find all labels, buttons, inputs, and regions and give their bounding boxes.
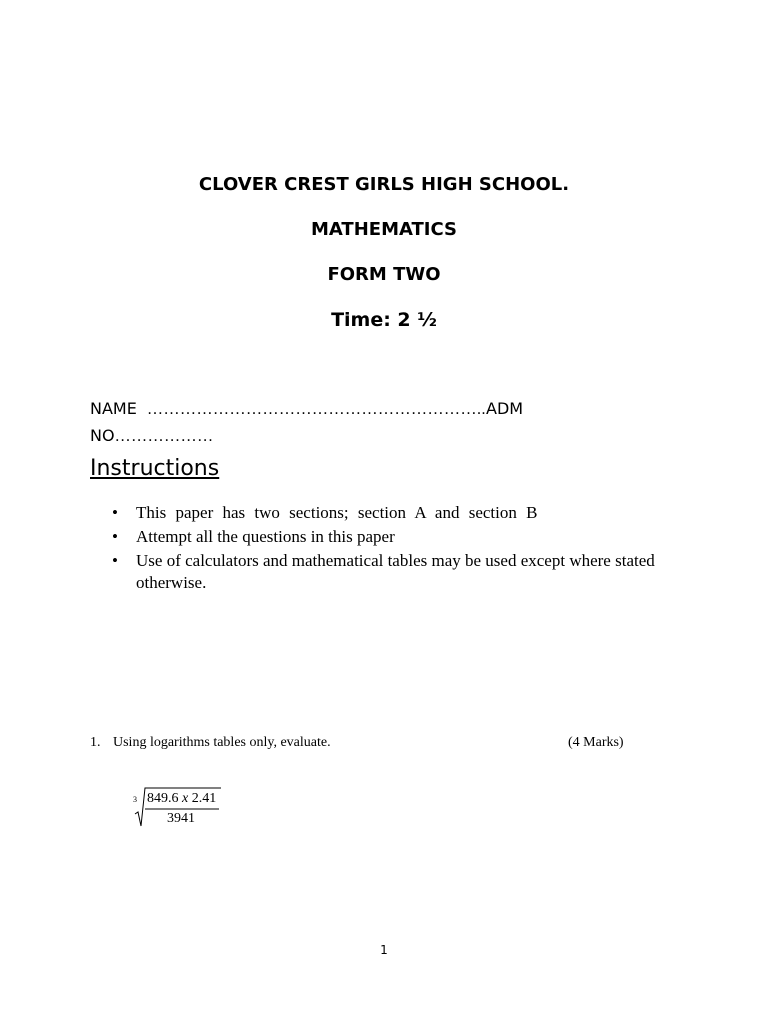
bullet-icon: •	[112, 551, 118, 570]
question-number: 1.	[90, 735, 101, 750]
name-label: NAME	[90, 399, 137, 418]
adm-no-blank: ………………	[114, 428, 214, 445]
bullet-icon: •	[112, 527, 118, 546]
student-info-line	[90, 396, 690, 450]
cube-root-expression	[133, 786, 233, 834]
instruction-item: • Use of calculators and mathematical tables may be used except where stated otherwise.	[112, 551, 655, 592]
instruction-item: • This paper has two sections; section A and section B	[112, 503, 538, 522]
adm-label: ADM	[486, 399, 524, 418]
bullet-icon: •	[112, 503, 118, 522]
question-marks: (4 Marks)	[568, 735, 624, 750]
subject-title: MATHEMATICS	[310, 219, 457, 240]
name-blank: ……………………………………………………..	[147, 401, 486, 418]
page-number: 1	[380, 943, 388, 957]
question-text: Using logarithms tables only, evaluate.	[113, 735, 331, 750]
denominator: 3941	[167, 811, 195, 826]
instructions-list	[90, 502, 690, 596]
exam-time: Time: 2 ½	[331, 309, 437, 331]
instructions-heading: Instructions	[90, 456, 220, 481]
form-level: FORM TWO	[327, 264, 441, 285]
numerator: 849.6 x 2.41	[147, 791, 217, 806]
school-name: CLOVER CREST GIRLS HIGH SCHOOL.	[198, 174, 570, 195]
no-label: NO	[90, 426, 115, 445]
question-1	[90, 735, 650, 751]
root-index: 3	[133, 795, 137, 804]
instruction-item: • Attempt all the questions in this paper	[112, 527, 395, 546]
